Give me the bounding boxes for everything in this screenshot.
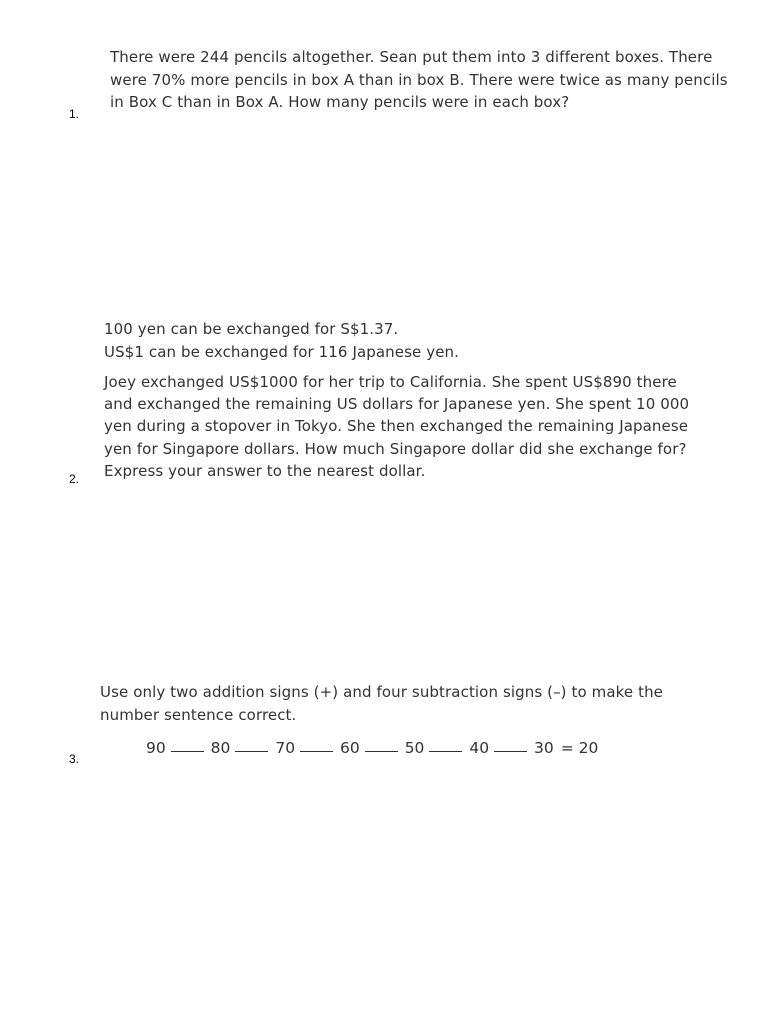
equation-term: 40 xyxy=(469,739,490,757)
question-2-line: and exchanged the remaining US dollars for Japanese yen. She spent 10 000 xyxy=(104,395,690,414)
question-number-2: 2. xyxy=(69,472,80,486)
question-number-3: 3. xyxy=(69,752,80,766)
question-3-line: Use only two addition signs (+) and four subtraction signs (–) to make the xyxy=(100,683,663,701)
question-2-exchange-rates xyxy=(104,318,714,363)
question-1-line: There were 244 pencils altogether. Sean put them into 3 different boxes. There xyxy=(110,48,713,66)
answer-blank[interactable] xyxy=(429,750,462,752)
answer-blank[interactable] xyxy=(171,750,204,752)
equation-term: 80 xyxy=(210,739,231,757)
question-1-line: were 70% more pencils in box A than in box B. There were twice as many pencils xyxy=(110,70,728,89)
question-2-text xyxy=(104,371,714,482)
exchange-rate-line: US$1 can be exchanged for 116 Japanese yen. xyxy=(104,342,460,361)
question-2-line: yen for Singapore dollars. How much Singapore dollar did she exchange for? xyxy=(104,439,687,458)
answer-blank[interactable] xyxy=(300,750,333,752)
equation-result: = 20 xyxy=(560,739,599,757)
question-2-line: Express your answer to the nearest dollar. xyxy=(104,461,426,480)
question-2-line: yen during a stopover in Tokyo. She then exchanged the remaining Japanese xyxy=(104,417,689,436)
equation-term: 30 xyxy=(534,739,554,757)
equation-term: 50 xyxy=(404,739,425,757)
question-2-line: Joey exchanged US$1000 for her trip to California. She spent US$890 there xyxy=(104,373,677,391)
equation-term: 70 xyxy=(275,739,296,757)
question-1-line: in Box C than in Box A. How many pencils were in each box? xyxy=(110,93,570,111)
number-sentence xyxy=(146,739,600,757)
answer-blank[interactable] xyxy=(365,750,398,752)
question-1-text xyxy=(110,46,728,114)
question-number-1: 1. xyxy=(69,107,80,121)
question-3-text xyxy=(100,681,710,727)
equation-term: 60 xyxy=(340,739,360,757)
equation-term: 90 xyxy=(146,739,166,757)
answer-blank[interactable] xyxy=(235,750,268,752)
question-3-line: number sentence correct. xyxy=(100,706,297,724)
answer-blank[interactable] xyxy=(494,750,527,752)
exchange-rate-line: 100 yen can be exchanged for S$1.37. xyxy=(104,320,399,338)
